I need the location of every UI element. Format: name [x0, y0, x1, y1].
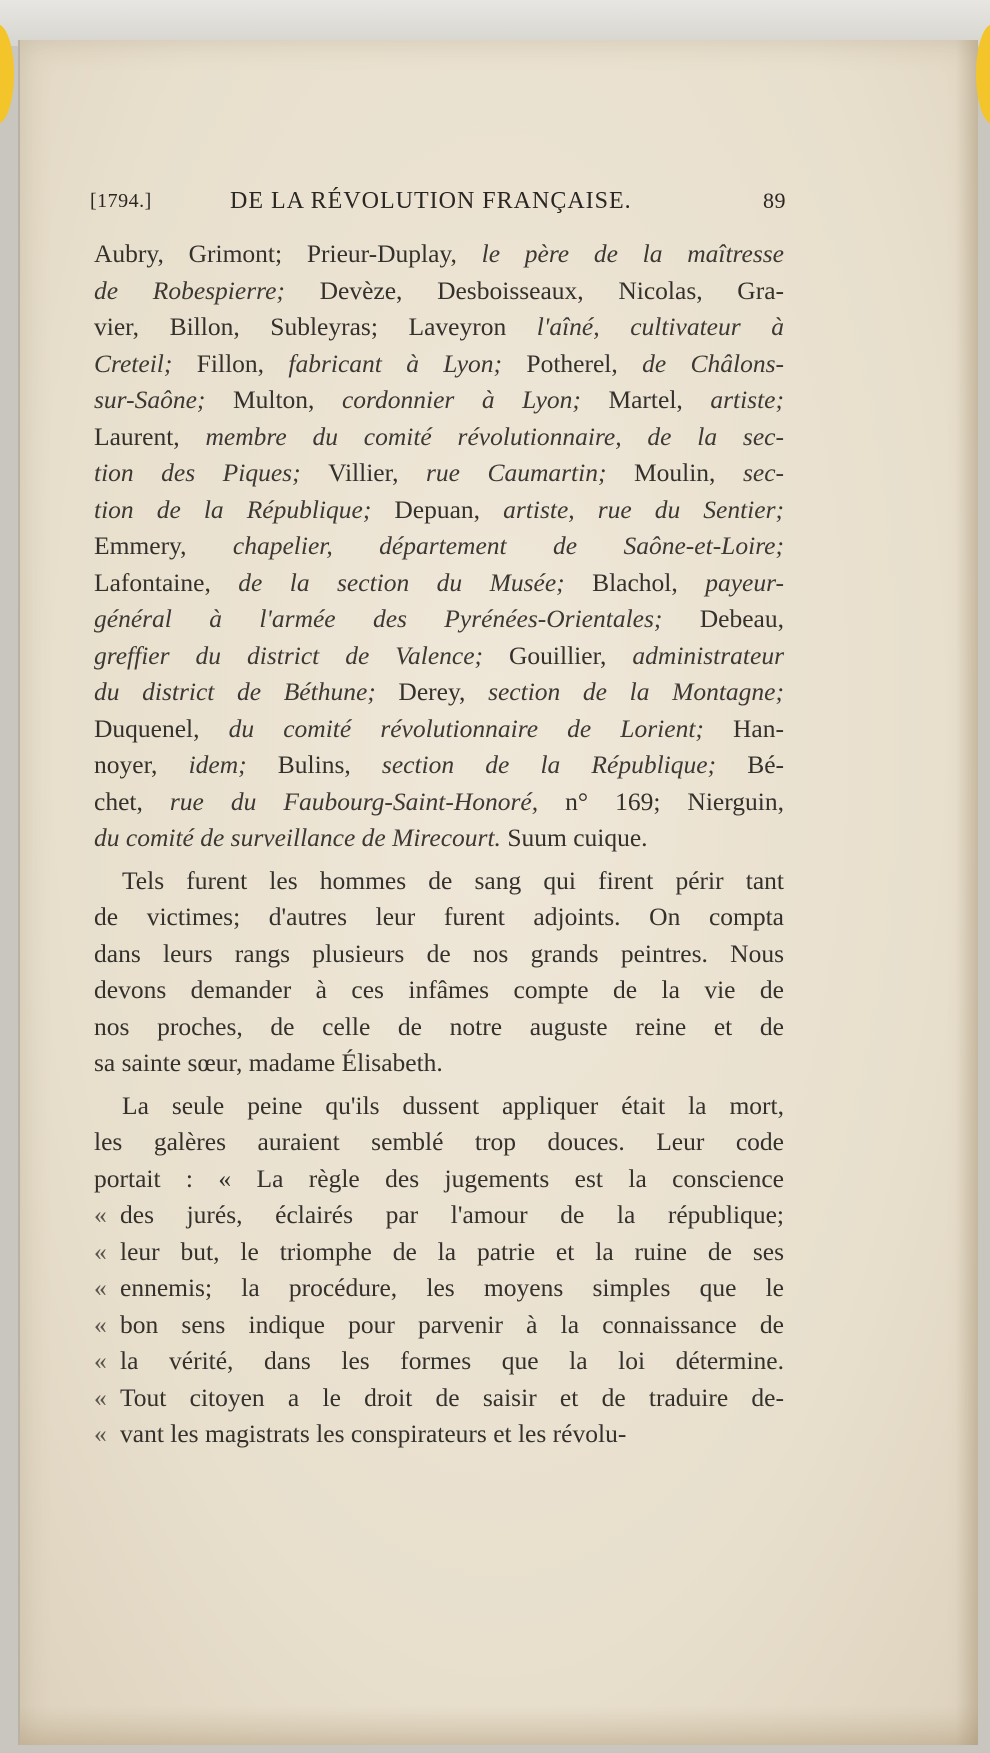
italic-text: du district de Béthune;	[94, 677, 399, 706]
body-text	[94, 236, 784, 1459]
text-segment: Blachol,	[592, 567, 706, 597]
text-line	[94, 528, 784, 565]
italic-text: de la section du Musée;	[238, 567, 593, 597]
paragraph	[94, 863, 784, 1082]
text-segment: n° 169; Nierguin,	[565, 786, 784, 816]
italic-text: général à l'armée des Pyrénées-Orientales;	[94, 604, 700, 633]
paragraph	[94, 236, 784, 857]
text-segment: nos proches, de celle de notre auguste reine et de	[94, 1011, 784, 1041]
text-line	[94, 419, 784, 456]
text-line	[94, 565, 784, 602]
italic-text: du comité révolutionnaire de Lorient;	[228, 713, 734, 743]
italic-text: sec-	[742, 458, 785, 487]
italic-text: fabricant à Lyon;	[288, 348, 527, 378]
text-line	[94, 1307, 784, 1344]
text-segment: dans leurs rangs plusieurs de nos grands peintres. Nous	[94, 938, 784, 968]
text-segment: Depuan,	[394, 494, 504, 524]
italic-text: greffier du district de Valence;	[94, 640, 510, 670]
text-segment: Moulin,	[633, 458, 743, 487]
text-segment: Devèze, Desboisseaux, Nicolas, Gra-	[319, 275, 784, 305]
text-line	[94, 1045, 784, 1082]
text-line	[94, 674, 784, 711]
text-segment: Gouillier,	[509, 640, 633, 670]
quote-mark: «	[94, 1382, 107, 1412]
text-segment: Bulins,	[277, 750, 382, 779]
italic-text: de Robespierre;	[94, 275, 320, 305]
italic-text: section de la Montagne;	[488, 677, 784, 706]
text-line	[94, 820, 784, 857]
text-line	[94, 863, 784, 900]
text-segment: leur but, le triomphe de la patrie et la ruine de ses	[120, 1236, 784, 1266]
text-segment: Aubry, Grimont; Prieur-Duplay,	[94, 239, 482, 268]
text-line	[94, 1088, 784, 1125]
italic-text: l'aîné, cultivateur à	[536, 312, 784, 341]
text-segment: noyer,	[94, 750, 189, 779]
italic-text: section de la République;	[381, 750, 748, 779]
page-bottom-shadow	[20, 1705, 978, 1745]
text-segment: devons demander à ces infâmes compte de la vie de	[94, 975, 784, 1004]
text-segment: Derey,	[398, 677, 489, 706]
text-segment: Duquenel,	[94, 713, 229, 743]
text-segment: Multon,	[232, 385, 342, 414]
text-line	[94, 972, 784, 1009]
italic-text: chapelier, département de Saône-et-Loire;	[232, 531, 784, 560]
text-line	[94, 1124, 784, 1161]
italic-text: tion des Piques;	[94, 458, 329, 487]
quote-mark: «	[94, 1309, 107, 1339]
text-line	[94, 899, 784, 936]
text-line	[94, 1161, 784, 1198]
text-segment: Fillon,	[196, 348, 289, 378]
text-segment: Tout citoyen a le droit de saisir et de traduire de-	[120, 1382, 784, 1412]
text-segment: vant les magistrats les conspirateurs et les révolu-	[120, 1419, 627, 1448]
text-line	[94, 1380, 784, 1417]
text-segment: la vérité, dans les formes que la loi détermine.	[120, 1346, 784, 1375]
italic-text: du comité de surveillance de Mirecourt.	[94, 823, 508, 852]
text-line	[94, 747, 784, 784]
quote-mark: «	[94, 1273, 107, 1302]
text-line	[94, 492, 784, 529]
text-segment: vier, Billon, Subleyras; Laveyron	[94, 312, 537, 341]
text-segment: Tels furent les hommes de sang qui firent périr tant	[122, 865, 784, 895]
italic-text: membre du comité révolutionnaire, de la sec-	[205, 421, 784, 451]
running-header	[90, 180, 786, 224]
italic-text: cordonnier à Lyon;	[341, 385, 609, 414]
italic-text: payeur-	[705, 567, 784, 597]
quote-mark: «	[94, 1200, 107, 1229]
text-segment: La seule peine qu'ils dussent appliquer était la mort,	[122, 1090, 784, 1120]
text-segment: Bé-	[747, 750, 785, 779]
italic-text: rue Caumartin;	[425, 458, 634, 487]
italic-text: rue du Faubourg-Saint-Honoré,	[169, 786, 566, 816]
text-segment: de victimes; d'autres leur furent adjoints. On compta	[94, 902, 784, 931]
text-segment: Debeau,	[699, 604, 784, 633]
quote-mark: «	[94, 1346, 107, 1375]
text-segment: Villier,	[328, 458, 426, 487]
italic-text: artiste, rue du Sentier;	[503, 494, 784, 524]
text-segment: ennemis; la procédure, les moyens simples que le	[120, 1273, 784, 1302]
text-line	[94, 1009, 784, 1046]
italic-text: tion de la République;	[94, 494, 395, 524]
text-segment: Suum cuique.	[507, 823, 648, 852]
text-line	[94, 1234, 784, 1271]
text-line	[94, 236, 784, 273]
text-line	[94, 1343, 784, 1380]
header-year: [1794.]	[90, 190, 152, 212]
text-segment: Emmery,	[94, 531, 233, 560]
text-line	[94, 309, 784, 346]
header-title: DE LA RÉVOLUTION FRANÇAISE.	[230, 188, 632, 214]
text-line	[94, 1197, 784, 1234]
text-segment: Han-	[733, 713, 784, 743]
text-segment: portait : « La règle des jugements est la conscience	[94, 1163, 784, 1193]
text-line	[94, 273, 784, 310]
text-line	[94, 382, 784, 419]
text-line	[94, 1416, 784, 1453]
text-segment: Laurent,	[94, 421, 206, 451]
italic-text: sur-Saône;	[94, 385, 233, 414]
italic-text: le père de la maîtresse	[481, 239, 784, 268]
italic-text: administrateur	[632, 640, 784, 670]
italic-text: Creteil;	[94, 348, 197, 378]
text-line	[94, 346, 784, 383]
text-line	[94, 784, 784, 821]
italic-text: idem;	[188, 750, 278, 779]
book-page	[18, 40, 978, 1745]
text-segment: des jurés, éclairés par l'amour de la république;	[120, 1200, 784, 1229]
text-segment: les galères auraient semblé trop douces. Leur code	[94, 1127, 784, 1156]
paragraph	[94, 1088, 784, 1453]
text-line	[94, 711, 784, 748]
quote-mark: «	[94, 1419, 107, 1448]
text-line	[94, 1270, 784, 1307]
page-edge-shadow	[956, 40, 978, 1745]
italic-text: de Châlons-	[642, 348, 785, 378]
text-segment: Lafontaine,	[94, 567, 239, 597]
text-segment: Martel,	[608, 385, 711, 414]
italic-text: artiste;	[710, 385, 784, 414]
text-segment: chet,	[94, 786, 170, 816]
text-segment: bon sens indique pour parvenir à la connaissance de	[120, 1309, 784, 1339]
text-line	[94, 638, 784, 675]
text-segment: sa sainte sœur, madame Élisabeth.	[94, 1048, 443, 1077]
text-line	[94, 936, 784, 973]
text-segment: Potherel,	[526, 348, 643, 378]
text-line	[94, 601, 784, 638]
page-number: 89	[763, 188, 786, 213]
quote-mark: «	[94, 1236, 107, 1266]
text-line	[94, 455, 784, 492]
